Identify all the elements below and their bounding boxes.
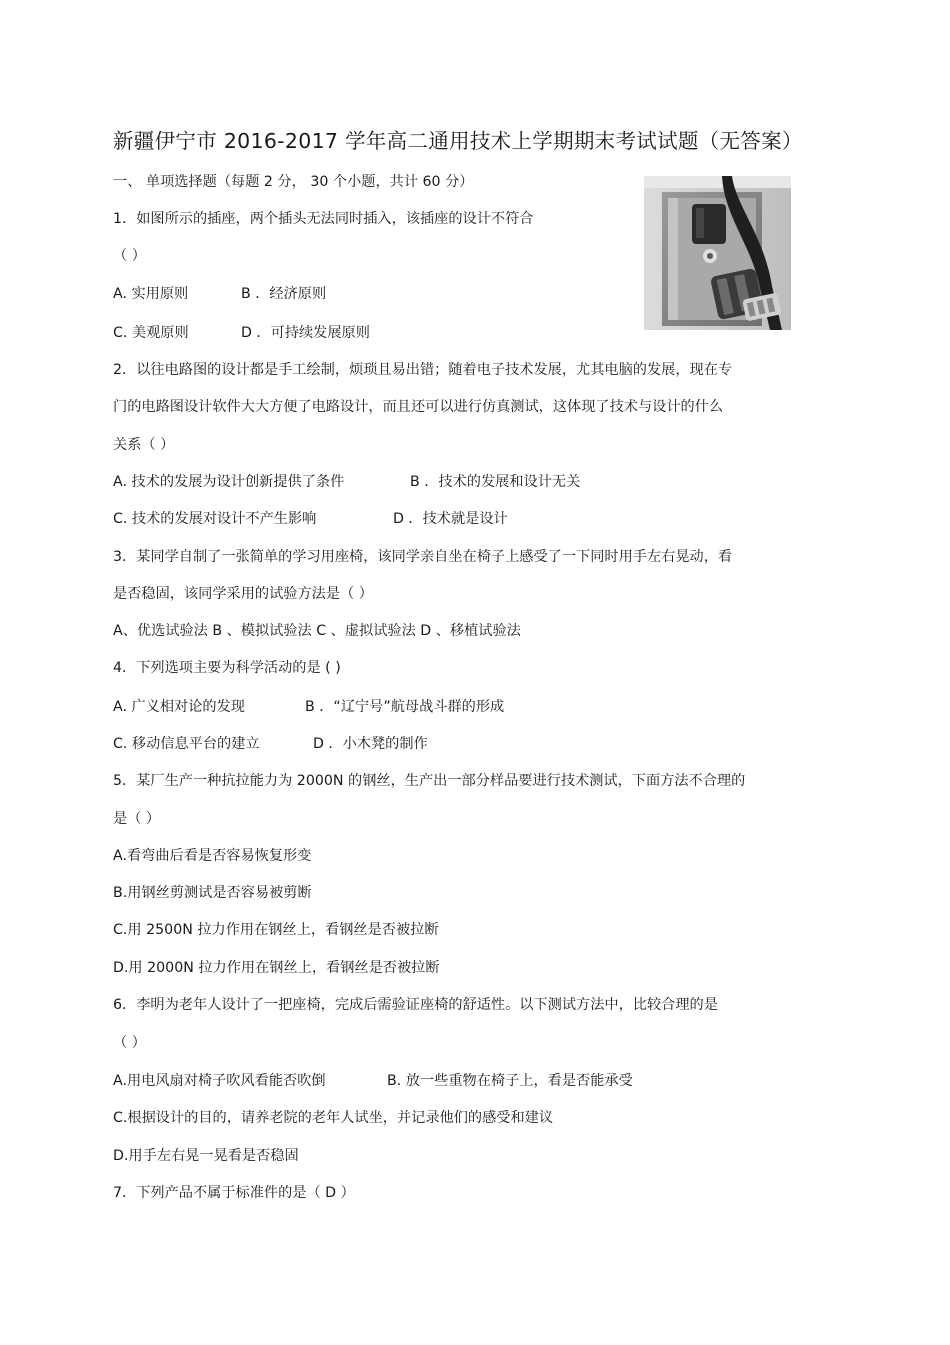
q5-option-b: B.用钢丝剪测试是否容易被剪断 bbox=[113, 885, 312, 901]
q1-option-c: C. 美观原则 bbox=[113, 325, 189, 341]
q2-stem-3: 关系（ ） bbox=[113, 437, 175, 453]
q6-option-b: B. 放一些重物在椅子上，看是否能承受 bbox=[387, 1073, 633, 1089]
q5-stem-1: 5．某厂生产一种抗拉能力为 2000N 的钢丝，生产出一部分样品要进行技术测试，下面方法不合理的 bbox=[113, 773, 746, 789]
q5-option-a: A.看弯曲后看是否容易恢复形变 bbox=[113, 848, 312, 864]
q6-stem: 6．李明为老年人设计了一把座椅，完成后需验证座椅的舒适性。以下测试方法中，比较合理的是 bbox=[113, 997, 718, 1013]
section-heading: 一、 单项选择题（每题 2 分， 30 个小题，共计 60 分） bbox=[113, 174, 474, 190]
q5-option-c: C.用 2500N 拉力作用在钢丝上，看钢丝是否被拉断 bbox=[113, 922, 439, 938]
q3-stem-1: 3．某同学自制了一张简单的学习用座椅，该同学亲自坐在椅子上感受了一下同时用手左右晃动，看 bbox=[113, 549, 733, 565]
socket-plug-photo bbox=[644, 176, 791, 330]
q6-option-a: A.用电风扇对椅子吹风看能否吹倒 bbox=[113, 1073, 326, 1089]
q1-option-a: A. 实用原则 bbox=[113, 286, 189, 302]
q6-blank: （ ） bbox=[113, 1035, 146, 1051]
q4-option-b: B ．“辽宁号”航母战斗群的形成 bbox=[305, 699, 505, 715]
q1-stem: 1．如图所示的插座，两个插头无法同时插入，该插座的设计不符合 bbox=[113, 211, 534, 227]
q3-options: A、优选试验法 B 、模拟试验法 C 、虚拟试验法 D 、移植试验法 bbox=[113, 623, 521, 639]
q2-stem-2: 门的电路图设计软件大大方便了电路设计，而且还可以进行仿真测试，这体现了技术与设计的什么 bbox=[113, 399, 724, 415]
q6-option-d: D.用手左右晃一晃看是否稳固 bbox=[113, 1148, 299, 1164]
q2-option-b: B ．技术的发展和设计无关 bbox=[410, 474, 581, 490]
q3-stem-2: 是否稳固，该同学采用的试验方法是（ ） bbox=[113, 586, 373, 602]
q1-blank: （ ） bbox=[113, 248, 146, 264]
q5-stem-2: 是（ ） bbox=[113, 811, 161, 827]
q1-option-d: D ．可持续发展原则 bbox=[241, 325, 370, 341]
q4-option-c: C. 移动信息平台的建立 bbox=[113, 736, 260, 752]
q2-option-a: A. 技术的发展为设计创新提供了条件 bbox=[113, 474, 345, 490]
q4-option-d: D ．小木凳的制作 bbox=[313, 736, 428, 752]
q2-stem-1: 2．以往电路图的设计都是手工绘制，烦琐且易出错；随着电子技术发展，尤其电脑的发展，现在专 bbox=[113, 362, 733, 378]
q4-option-a: A. 广义相对论的发现 bbox=[113, 699, 245, 715]
document-title: 新疆伊宁市 2016-2017 学年高二通用技术上学期期末考试试题（无答案） bbox=[113, 129, 803, 153]
q2-option-c: C. 技术的发展对设计不产生影响 bbox=[113, 511, 317, 527]
q7-stem: 7．下列产品不属于标准件的是（ D ） bbox=[113, 1185, 355, 1201]
q4-stem: 4．下列选项主要为科学活动的是 ( ) bbox=[113, 660, 341, 676]
q6-option-c: C.根据设计的目的，请养老院的老年人试坐，并记录他们的感受和建议 bbox=[113, 1110, 554, 1126]
q5-option-d: D.用 2000N 拉力作用在钢丝上，看钢丝是否被拉断 bbox=[113, 960, 440, 976]
q1-option-b: B ．经济原则 bbox=[241, 286, 327, 302]
q2-option-d: D ．技术就是设计 bbox=[393, 511, 508, 527]
